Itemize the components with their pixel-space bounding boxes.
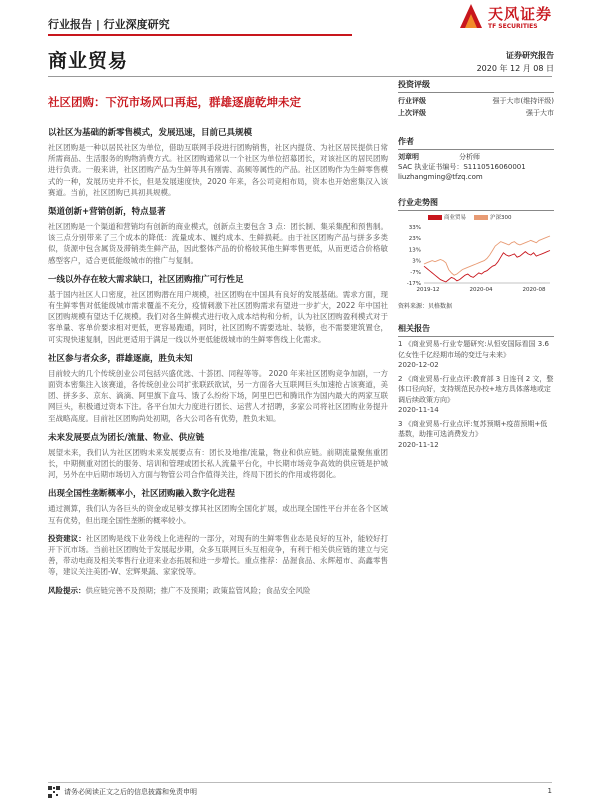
section-monopoly [48, 487, 388, 525]
related-list [398, 339, 554, 450]
section-body: 展望未来，我们认为社区团购未来发展要点有：团长及地推/流量，物业和供应链。前期流量聚焦重团长，中期侧重对团长的服务、培训和管理或团长私人流量平台化，中长期市场竞争高效的供应链是护城河，另外在中后期市场切入方面与物管公司合作值得关注，终局下团长的作用或将弱化。 [48, 447, 388, 480]
sector-name: 商业贸易 [48, 50, 129, 72]
section-heading: 未来发展要点为团长/流量、物业、供应链 [48, 432, 205, 443]
y-tick-label: 3% [412, 258, 421, 265]
page-number: 1 [547, 787, 552, 795]
related-heading: 相关报告 [398, 320, 554, 337]
risk-body: 供应链完善不及预期；推广不及预期；政策监管风险；食品安全风险 [85, 585, 311, 595]
section-overview [48, 126, 388, 198]
rating-current-value: 强于大市(维持评级) [492, 97, 554, 105]
x-tick-label: 2019-12 [416, 287, 440, 293]
author-block [398, 152, 554, 182]
rating-current [398, 95, 554, 107]
qr-code-icon [48, 786, 60, 798]
author-heading: 作者 [398, 133, 554, 150]
section-competition [48, 352, 388, 424]
investment-advice [48, 533, 388, 578]
chart-source: 资料来源：贝格数据 [398, 303, 453, 310]
risk-warning [48, 585, 388, 596]
y-tick-label: 33% [408, 225, 421, 231]
related-report[interactable]: 2 《商业贸易-行业点评:教育部 3 日连刊 2 文，整体口径向好，支持规范民办校+地方具体落地或定调后续政策方向》 2020-11-14 [398, 374, 554, 414]
related-report[interactable]: 3 《商业贸易-行业点评:复苏预期+疫苗预期+低基数，助推可选消费发力》 2020-11-12 [398, 419, 548, 449]
author-email[interactable]: liuzhangming@tfzq.com [398, 173, 483, 181]
section-body: 社区团购是一个渠道和营销均有创新的商业模式，创新点主要包含 3 点：团长制、集采集配和预售制。该三点分别带来了三个成本的降低：流量成本、履约成本、生鲜损耗。由于社区团购产品与拼多多类似，货源中包含属货及滞销类生鲜产品，因此整体产品的价格较其他生鲜零售更低，从而更适合价格敏感型客户，适合更低能级城市的推广与复制。 [48, 222, 388, 265]
logo-text-cn: 天风证券 [488, 5, 553, 23]
section-body: 社区团购是一种以居民社区为单位，借助互联网手段进行团购销售，社区内提货、为社区居民提供日常所需商品、生活服务的购物消费方式。社区团购通常以一个社区为单位招募团长，对该社区的居民团购进行负责。一般来讲，社区团购产品为生鲜等具有刚需、高频等属性的产品。社区团购作为生鲜零售模式的一种，发展历史并不长，但是发展速度快，2020 年来，各公司竞相布局，资本也开始密集汉入该赛道。当前，社区团购已具初具规模。 [48, 143, 388, 197]
footer-divider [48, 782, 552, 783]
chart-heading: 行业走势图 [398, 194, 554, 211]
y-tick-label: -17% [406, 281, 421, 287]
x-tick-label: 2020-08 [522, 287, 546, 293]
risk-label: 风险提示： [48, 585, 86, 595]
rating-heading: 投资评级 [398, 76, 554, 93]
advice-label: 投资建议： [48, 533, 86, 543]
rating-current-label: 行业评级 [398, 97, 426, 105]
header-divider [48, 34, 352, 36]
section-heading: 社区参与者众多，群雄逐鹿，胜负未知 [48, 353, 193, 364]
sidebar [398, 76, 554, 453]
trend-chart [398, 223, 554, 295]
section-body: 目前较大的几个传统创业公司包括兴盛优选、十荟团、同程等等。 2020 年来社区团购竞争加剧，一方面资本密集注入该赛道，各传统创业公司扩张联跃欲试，另一方面各大互联网巨头加速抢占该赛道，美团、拼多多、京东、滴滴、阿里旗下盒马、饿了么纷纷下场，阿里巴巴和腾讯作为国内最大的两家互联网巨头，积极通过资本下注。各平台加大力度进行团长、运营人才招聘，多家公司将社区团购业务提升至战略高度。目前社区团购尚处初期，各大公司各有优势，胜负未知。 [48, 368, 388, 423]
footer-disclaimer: 请务必阅读正文之后的信息披露和免责申明 [64, 788, 197, 796]
series-line-sector [424, 251, 550, 282]
legend-item-index: 沪深300 [474, 213, 512, 221]
report-date: 2020 年 12 月 08 日 [476, 64, 554, 73]
rating-prev-label: 上次评级 [398, 109, 426, 117]
section-body: 基于国内社区人口密度，社区团购潜在用户规模，社区团购在中国具有良好的发展基础。需求方面，现有生鲜零售对低能级城市需求覆盖不充分，疫情刺激下社区团购需求有望进一步扩大，2022 年中国社区团购规模有望达千亿规模。我们对各生鲜模式进行收入成本结构和分析，认为社区团购盈利模式对于客单量、客单价要求相对更低，更容易跑通，同时，社区团购不需要选址、装修，也不需要建筑置仓，可实现快速复制，因此更适用于满足一线以外更低能级城市的生鲜零售线上化需求。 [48, 289, 388, 344]
company-logo [458, 2, 588, 36]
section-future [48, 431, 388, 481]
legend-item-sector: 商业贸易 [428, 213, 466, 221]
rating-prev-value: 强于大市 [526, 109, 554, 117]
author-name: 刘章明 [398, 153, 419, 161]
chart-legend [428, 213, 554, 221]
section-heading: 以社区为基础的新零售模式，发展迅速，目前已具规模 [48, 128, 253, 138]
section-body: 通过测算，我们认为各巨头的资金或足够支撑其社区团购全国化扩展，或出现全国性平台并在各个区域互有优势，但出现全国性垄断的概率较小。 [48, 504, 388, 525]
section-innovation [48, 205, 388, 266]
author-sac: SAC 执业证书编号：S1110516060001 [398, 163, 526, 171]
related-report[interactable]: 1 《商业贸易-行业专题研究:从恒安国际看国 3.6 亿女性千亿经期市场的变迁与未来》 2020-12-02 [398, 340, 549, 369]
author-role: 分析师 [459, 153, 480, 161]
x-tick-label: 2020-04 [469, 287, 493, 293]
rating-previous [398, 107, 554, 119]
y-tick-label: 13% [408, 247, 421, 254]
section-heading: 一线以外存在较大需求缺口，社区团购推广可行性足 [48, 274, 244, 285]
logo-mark-icon [458, 2, 484, 30]
report-category: 行业报告 | 行业深度研究 [48, 18, 170, 31]
y-tick-label: -7% [410, 269, 421, 276]
logo-text-en: TF SECURITIES [488, 23, 538, 30]
report-title: 社区团购：下沉市场风口再起，群雄逐鹿乾坤未定 [48, 95, 301, 109]
series-line-index [424, 236, 550, 275]
section-heading: 出现全国性垄断概率小，社区团购融入数字化进程 [48, 489, 236, 500]
main-content [48, 126, 388, 603]
advice-body: 社区团购是线下业务线上化进程的一部分，对现有的生鲜零售业态是良好的互补，能较好打开下沉市场。当前社区团购处于发展起步期，众多互联网巨头互相竞争，有利于相关供应链的建立与完善，带动电商及相关零售行业迎来业态拓展和进一步增长。重点推荐：品渥食品、永辉超市、高鑫零售等，建议关注美团-W、宏辉果蔬、家家悦等。 [48, 533, 389, 577]
section-heading: 渠道创新+营销创新，特点显著 [48, 207, 166, 218]
section-demand [48, 273, 388, 345]
report-type: 证券研究报告 [506, 51, 554, 60]
y-tick-label: 23% [408, 236, 421, 243]
